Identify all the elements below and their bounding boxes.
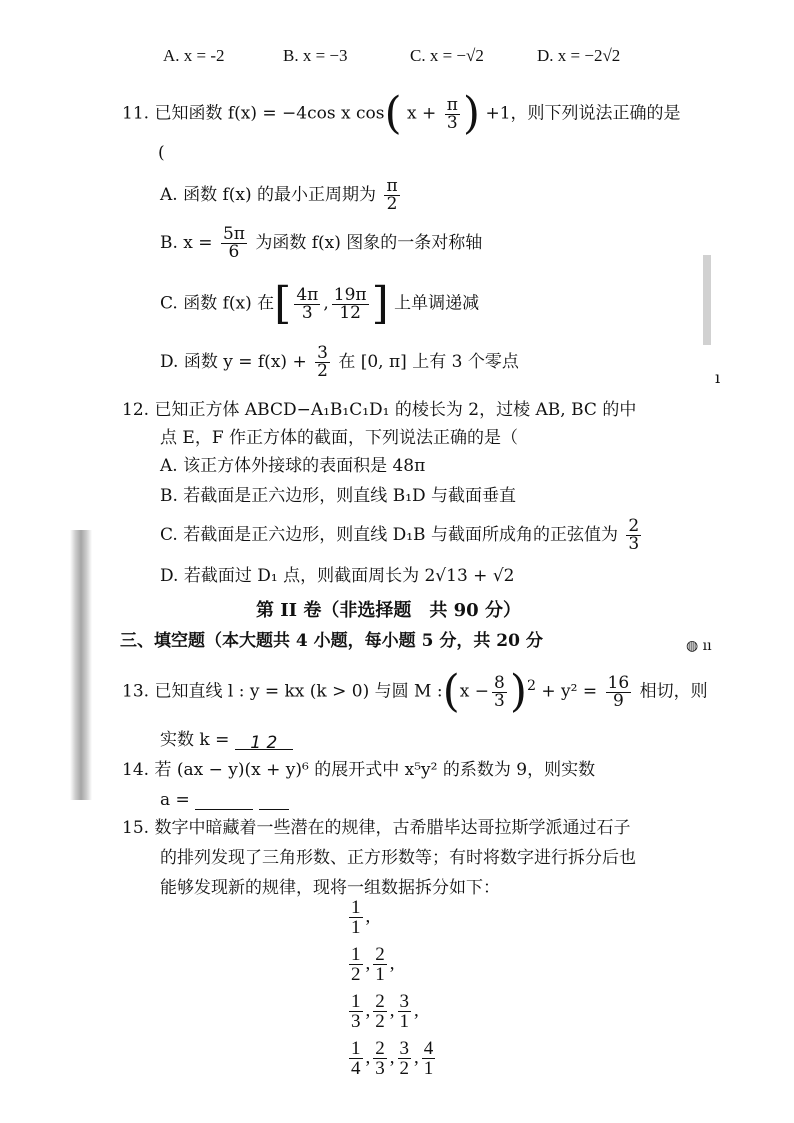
q15-fraction: $\frac{1}{4}$ (351, 1038, 361, 1079)
q11-stem (122, 88, 681, 139)
q13-mid: + y² = (541, 681, 598, 702)
q13-frac-16-9: $\frac{16}{9}$ (607, 672, 630, 711)
paren-close: ) (462, 88, 481, 139)
q15-line1-text: 数字中暗藏着一些潜在的规律，古希腊毕达哥拉斯学派通过石子 (154, 818, 631, 838)
q15-fraction: $\frac{3}{1}$ (399, 991, 409, 1032)
q15-fraction: $\frac{2}{3}$ (375, 1038, 385, 1079)
bracket-close: ] (371, 278, 389, 329)
q12-option-c-frac: $\frac{2}{3}$ (628, 516, 640, 554)
q14-answer (160, 790, 289, 810)
q15-row (346, 1039, 438, 1078)
q13-answer (160, 730, 293, 754)
comma: , (414, 999, 419, 1021)
scan-mark: ◍ ıı (686, 638, 712, 654)
q11-number: 11. (122, 103, 150, 124)
scan-shadow-left (70, 530, 92, 800)
q11-option-c-frac1: $\frac{4\pi}{3}$ (296, 284, 319, 323)
q11-option-c-frac2: $\frac{19\pi}{12}$ (333, 284, 367, 323)
q10-option-d: D. x = −2√2 (537, 46, 621, 65)
q15-fraction: $\frac{2}{1}$ (375, 944, 385, 985)
q13-answer-blank[interactable]: 1 2 (235, 733, 293, 750)
q11-paren: ( (158, 143, 165, 163)
q13-answer-label: 实数 k = (160, 730, 230, 750)
bracket-open: [ (274, 278, 292, 329)
q12-line1-text: 已知正方体 ABCD−A₁B₁C₁D₁ 的棱长为 2，过棱 AB, BC 的中 (154, 400, 637, 420)
q14-answer-blank-tail (259, 793, 289, 810)
q10-option-b: B. x = −3 (283, 46, 348, 65)
q11-option-b (160, 226, 482, 261)
section3-heading: 三、填空题（本大题共 4 小题，每小题 5 分，共 20 分 (120, 631, 543, 651)
q12-option-d: D. 若截面过 D₁ 点，则截面周长为 2√13 + √2 (160, 566, 515, 586)
q13-prefix: 已知直线 l : y = kx (k > 0) 与圆 M : (154, 681, 443, 702)
q15-fraction: $\frac{1}{1}$ (351, 897, 361, 938)
comma: , (365, 905, 371, 927)
q13-suffix: 相切，则 (639, 681, 708, 702)
q15-fraction: $\frac{1}{3}$ (351, 991, 361, 1032)
q15-sequence (346, 898, 438, 1086)
q11-option-c: C. 函数 f(x) 在[ $\frac{4\pi}{3}$ , $\frac{19\pi}{12}$ ] 上单调递减 (160, 278, 480, 329)
q10-option-c: C. x = −√2 (410, 46, 484, 65)
q15-row (346, 898, 438, 937)
q11-option-d (160, 345, 519, 380)
q11-option-b-prefix: B. x = (160, 233, 213, 253)
q14-answer-label: a = (160, 790, 190, 810)
paren-close-13: ) (509, 666, 527, 717)
q11-option-d-suffix: 在 [0, π] 上有 3 个零点 (338, 352, 519, 372)
q15-line1 (122, 818, 630, 838)
q15-fraction: $\frac{4}{1}$ (423, 1038, 434, 1079)
q12-option-b: B. 若截面是正六边形，则直线 B₁D 与截面垂直 (160, 486, 517, 506)
comma: , (389, 952, 395, 974)
comma: , (365, 999, 371, 1021)
q11-option-a-text: A. 函数 f(x) 的最小正周期为 (160, 185, 377, 205)
q12-option-a: A. 该正方体外接球的表面积是 48π (160, 456, 426, 476)
q11-option-d-frac: $\frac{3}{2}$ (317, 343, 328, 381)
comma: , (389, 1046, 395, 1068)
comma: , (389, 999, 395, 1021)
q14-answer-blank[interactable] (195, 793, 253, 810)
q15-row (346, 992, 438, 1031)
q11-stem-prefix: 已知函数 f(x) = −4cos x cos (154, 103, 385, 124)
q14-number: 14. (122, 760, 150, 780)
part2-title: 第 II 卷（非选择题 共 90 分） (256, 600, 521, 621)
q12-line2: 点 E，F 作正方体的截面，下列说法正确的是（ (160, 428, 519, 448)
q10-option-a: A. x = -2 (163, 46, 225, 65)
q13-number: 13. (122, 681, 150, 702)
q13-frac-8-3: $\frac{8}{3}$ (493, 672, 505, 711)
q15-number: 15. (122, 818, 150, 838)
q11-option-b-suffix: 为函数 f(x) 图象的一条对称轴 (255, 233, 483, 253)
q11-option-c-suffix: 上单调递减 (394, 293, 480, 314)
q11-option-a-frac: $\frac{\pi}{2}$ (386, 176, 398, 214)
q13-square: 2 (526, 677, 536, 694)
q15-fraction: $\frac{2}{2}$ (375, 991, 385, 1032)
q11-stem-suffix: +1，则下列说法正确的是 (485, 103, 681, 124)
q15-row (346, 945, 438, 984)
scan-shadow-right (703, 255, 711, 345)
q14-line1 (122, 760, 595, 780)
q12-line1 (122, 400, 636, 420)
q13-inner-prefix: x − (459, 681, 489, 702)
comma: , (365, 952, 371, 974)
paren-open: ( (384, 88, 402, 139)
q11-pi-over-3: $\frac{\pi}{3}$ (446, 94, 458, 133)
q11-option-b-frac: $\frac{5\pi}{6}$ (222, 224, 245, 262)
q13-stem (122, 666, 708, 717)
comma: , (414, 1046, 419, 1068)
q15-line2: 的排列发现了三角形数、正方形数等；有时将数字进行拆分后也 (160, 848, 636, 868)
q11-option-d-prefix: D. 函数 y = f(x) + (160, 352, 307, 372)
q15-fraction: $\frac{1}{2}$ (351, 944, 361, 985)
q15-line3: 能够发现新的规律，现将一组数据拆分如下： (160, 878, 500, 898)
q11-option-a (160, 178, 403, 213)
q12-number: 12. (122, 400, 150, 420)
q15-fraction: $\frac{3}{2}$ (399, 1038, 409, 1079)
q12-option-c-prefix: C. 若截面是正六边形，则直线 D₁B 与截面所成角的正弦值为 (160, 525, 618, 545)
q12-option-c (160, 518, 644, 553)
q11-option-c-prefix: C. 函数 f(x) 在 (160, 293, 275, 314)
paren-open-13: ( (442, 666, 460, 717)
scan-mark: ı (715, 368, 721, 387)
q11-inner-prefix: x + (407, 103, 437, 124)
q14-line1-text: 若 (ax − y)(x + y)⁶ 的展开式中 x⁵y² 的系数为 9，则实数 (154, 760, 596, 780)
comma: , (365, 1046, 371, 1068)
